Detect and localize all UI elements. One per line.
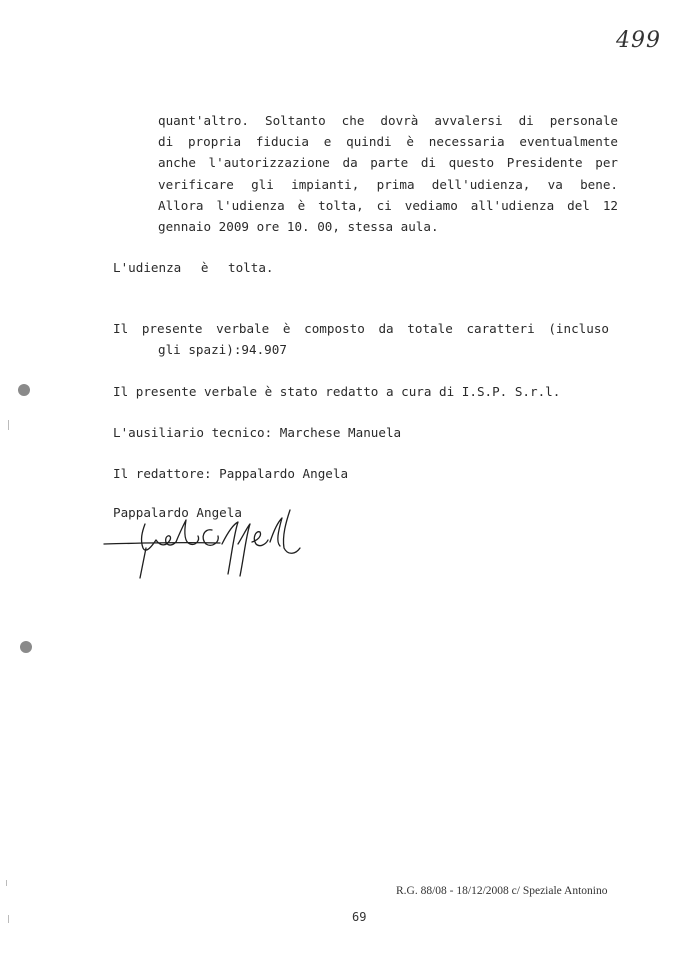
transcript-line: anche l'autorizzazione da parte di questo Presidente per: [158, 155, 618, 171]
editor-text: Il redattore: Pappalardo Angela: [113, 466, 349, 481]
character-count-line-1: Il presente verbale è composto da totale caratteri (incluso: [113, 321, 609, 336]
transcript-line: di propria fiducia e quindi è necessaria eventualmente: [158, 134, 618, 150]
scan-speck: [8, 420, 9, 430]
closing-text: L'udienza è tolta.: [113, 260, 274, 275]
technical-assistant-statement: [113, 422, 401, 443]
transcript-line: Allora l'udienza è tolta, ci vediamo all'udienza del 12: [158, 197, 618, 213]
punch-hole-mark: [20, 641, 32, 653]
editor-statement: [113, 463, 348, 484]
footer-case-reference: R.G. 88/08 - 18/12/2008 c/ Speziale Antonino: [396, 885, 608, 897]
transcript-line: gennaio 2009 ore 10. 00, stessa aula.: [158, 218, 439, 234]
transcript-continuation: [158, 110, 618, 237]
handwritten-signature: [100, 502, 310, 582]
character-count-statement: [113, 318, 609, 360]
transcript-line: verificare gli impianti, prima dell'udienza, va bene.: [158, 176, 618, 192]
handwritten-page-note: 499: [616, 28, 661, 53]
technical-assistant-text: L'ausiliario tecnico: Marchese Manuela: [113, 425, 402, 440]
prepared-by-statement: [113, 381, 560, 402]
transcript-line: quant'altro. Soltanto che dovrà avvalersi di personale: [158, 113, 618, 128]
closing-statement: [113, 257, 273, 278]
scan-speck: [6, 880, 7, 886]
scan-speck: [8, 915, 9, 923]
punch-hole-mark: [18, 384, 30, 396]
signature-printed-name: Pappalardo Angela: [113, 505, 242, 520]
prepared-by-text: Il presente verbale è stato redatto a cura di I.S.P. S.r.l.: [113, 384, 561, 399]
page-number: 69: [352, 910, 367, 924]
character-count-line-2: gli spazi):94.907: [158, 342, 287, 357]
